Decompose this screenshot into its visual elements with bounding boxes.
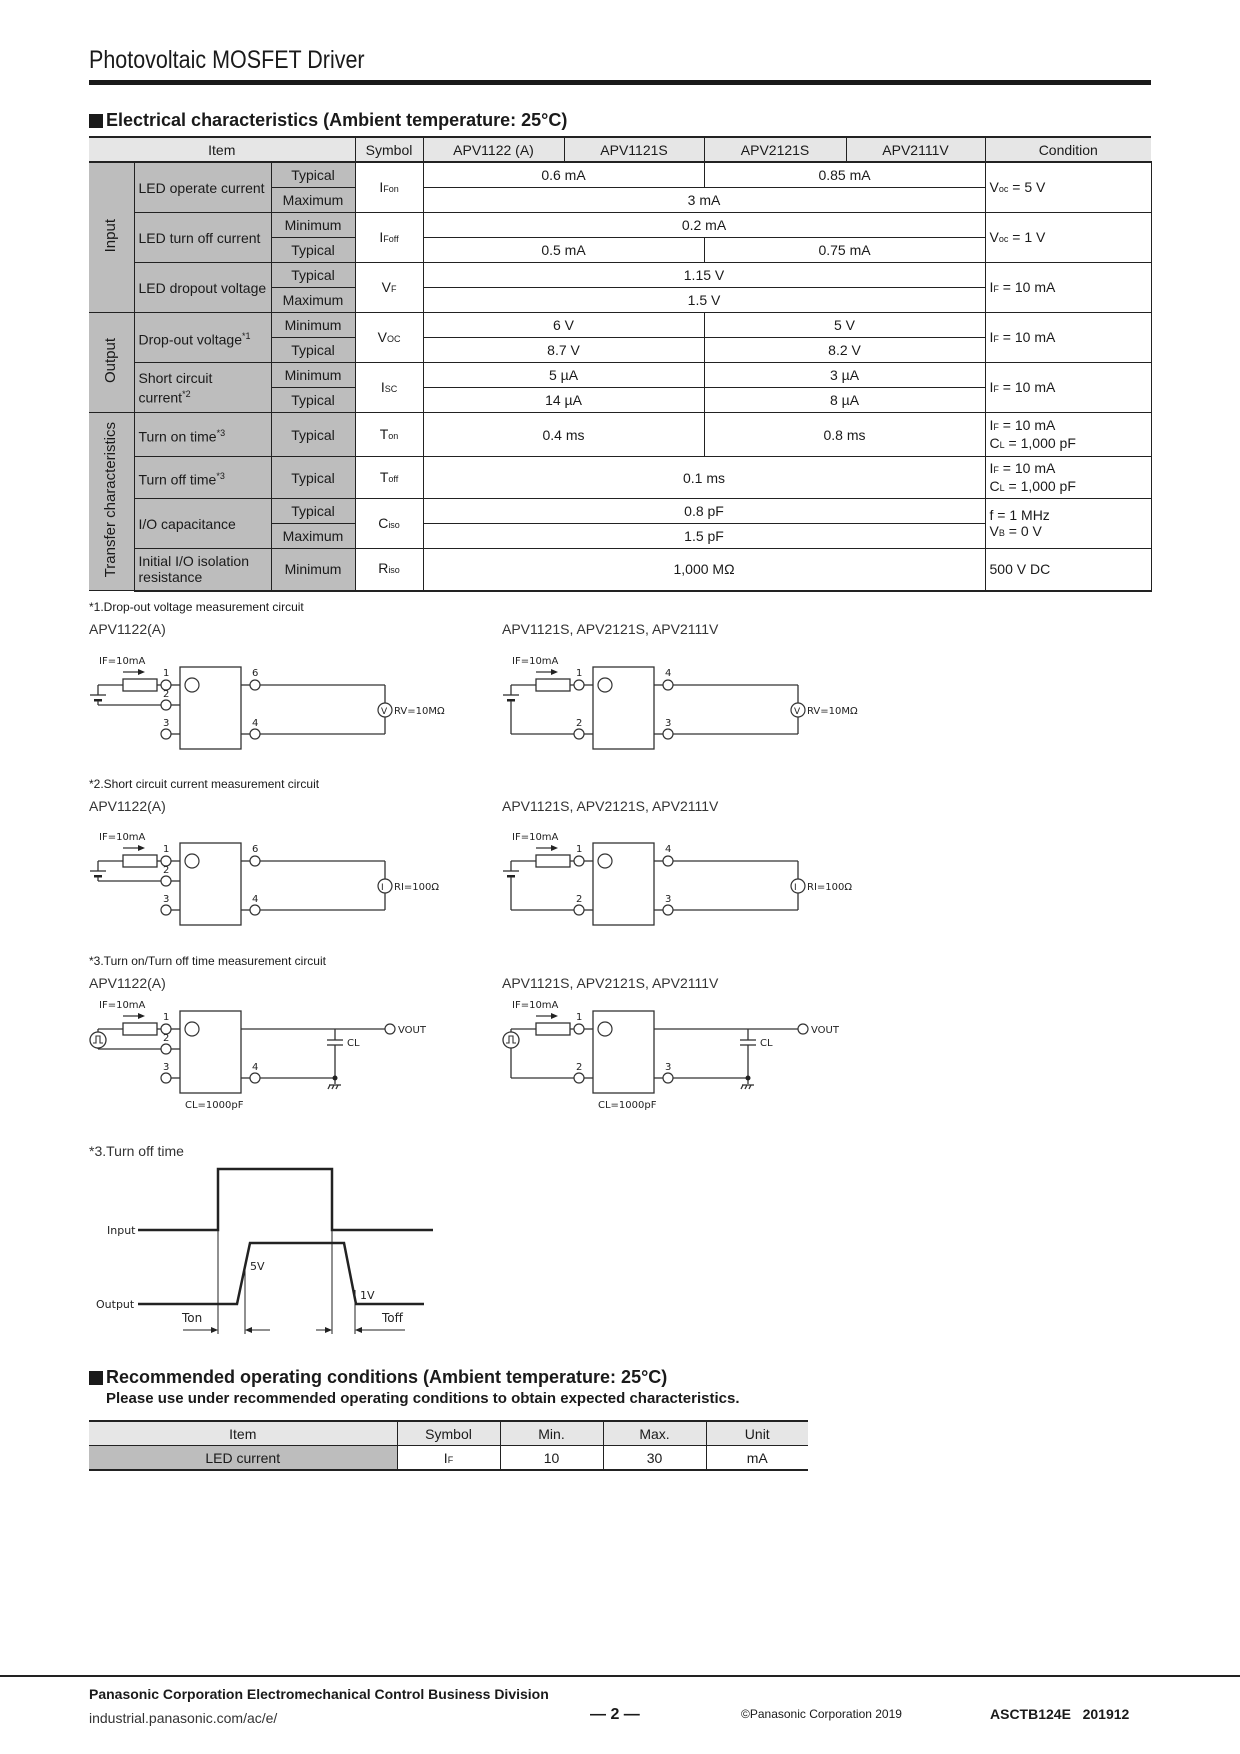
condition	[985, 162, 1151, 213]
symbol	[355, 162, 423, 213]
circuit1-title: *1.Drop-out voltage measurement circuit	[89, 600, 304, 614]
symbol-sub: F	[447, 1454, 454, 1465]
header-unit: Unit	[706, 1421, 808, 1446]
on-voltage-label: 5V	[250, 1260, 265, 1273]
cond-main: I	[989, 459, 994, 476]
terminal-pin	[574, 856, 584, 866]
symbol-sub: iso	[388, 565, 400, 576]
level: Maximum	[271, 188, 355, 213]
header-apv1121s: APV1121S	[564, 137, 704, 162]
symbol-sub: iso	[388, 519, 400, 530]
pin-number: 2	[163, 689, 170, 700]
value: 0.1 ms	[423, 457, 985, 499]
circuit2-left-label: APV1122(A)	[89, 798, 166, 814]
meter-label: RV=10MΩ	[394, 706, 445, 717]
cond-sub: L	[999, 482, 1005, 493]
value: 1.5 V	[423, 288, 985, 313]
pin-number: 3	[163, 1062, 170, 1073]
circuit3-left-label: APV1122(A)	[89, 975, 166, 991]
ammeter-glyph-icon: I	[794, 883, 797, 893]
item-text: Drop-out voltage	[138, 331, 243, 348]
symbol	[355, 549, 423, 591]
symbol-sub: off	[388, 473, 399, 484]
symbol	[355, 457, 423, 499]
terminal-pin	[574, 1024, 584, 1034]
condition	[985, 413, 1151, 457]
symbol	[355, 213, 423, 263]
circuit2-title: *2.Short circuit current measurement circuit	[89, 777, 320, 791]
arrowhead-icon	[355, 1327, 362, 1333]
symbol-sub: OC	[386, 333, 401, 344]
arrowhead-icon	[551, 1013, 558, 1019]
level: Maximum	[271, 288, 355, 313]
header-min: Min.	[500, 1421, 603, 1446]
level: Typical	[271, 457, 355, 499]
arrowhead-icon	[551, 669, 558, 675]
cond-sub: L	[999, 439, 1005, 450]
junction-dot	[746, 1076, 751, 1081]
value: 0.4 ms	[423, 413, 704, 457]
header-max: Max.	[603, 1421, 706, 1446]
pin-number: 3	[163, 894, 170, 905]
title-rule	[89, 80, 1151, 85]
terminal-pin	[250, 905, 260, 915]
footer-rule	[0, 1675, 1240, 1677]
symbol-main: V	[381, 278, 391, 295]
item-text: Turn off time	[138, 471, 217, 488]
cond-sub: F	[993, 283, 999, 294]
terminal-pin	[574, 680, 584, 690]
terminal-pin	[250, 856, 260, 866]
terminal-pin	[250, 680, 260, 690]
table-row	[89, 263, 1151, 288]
pin-number: 4	[665, 668, 672, 679]
item-led-turn-off-current: LED turn off current	[134, 213, 271, 263]
symbol	[355, 499, 423, 549]
resistor	[536, 679, 570, 691]
terminal-pin	[250, 1073, 260, 1083]
circuit3-right-label: APV1121S, APV2121S, APV2111V	[502, 975, 719, 991]
document-code: ASCTB124E 201912	[990, 1706, 1130, 1722]
level: Minimum	[271, 549, 355, 591]
item-text: Turn on time	[138, 428, 217, 445]
value: 1.15 V	[423, 263, 985, 288]
circuit2-apv1122a-diagram	[89, 826, 509, 951]
pin-number: 1	[163, 668, 170, 679]
document-title: Photovoltaic MOSFET Driver	[89, 46, 365, 74]
symbol	[355, 413, 423, 457]
terminal-pin	[574, 905, 584, 915]
cond-sub: F	[993, 421, 999, 432]
cond-main: V	[989, 228, 999, 245]
junction-dot	[333, 1076, 338, 1081]
cap-label: CL	[760, 1038, 773, 1049]
symbol-sub: Foff	[383, 233, 399, 244]
meter-label: RV=10MΩ	[807, 706, 858, 717]
terminal-pin	[250, 729, 260, 739]
ic-package	[180, 1011, 241, 1093]
value: 5 µA	[423, 363, 704, 388]
value: 6 V	[423, 313, 704, 338]
item-text: Short circuit current	[138, 369, 213, 406]
arrowhead-icon	[325, 1327, 332, 1333]
voltmeter-glyph-icon: V	[794, 707, 801, 717]
level: Minimum	[271, 363, 355, 388]
level: Maximum	[271, 524, 355, 549]
recommended-conditions-table	[89, 1420, 808, 1471]
pin-number: 1	[163, 1012, 170, 1023]
circuit3-apv1121s-diagram	[502, 994, 922, 1124]
vout-label: VOUT	[811, 1025, 839, 1036]
symbol-main: I	[443, 1449, 448, 1466]
pin-number: 6	[252, 668, 259, 679]
group-transfer	[89, 413, 134, 591]
footnote-ref: *1	[242, 330, 251, 341]
value: 0.85 mA	[704, 162, 985, 188]
pin-number: 3	[163, 718, 170, 729]
item-led-current: LED current	[89, 1446, 397, 1471]
value: 0.8 ms	[704, 413, 985, 457]
section-title: Electrical characteristics (Ambient temperature: 25°C)	[106, 110, 568, 130]
condition	[985, 213, 1151, 263]
arrowhead-icon	[138, 1013, 145, 1019]
level: Minimum	[271, 213, 355, 238]
circuit1-left-label: APV1122(A)	[89, 621, 166, 637]
arrowhead-icon	[138, 845, 145, 851]
cond-rest: = 10 mA	[998, 378, 1056, 395]
condition	[985, 499, 1151, 549]
arrowhead-icon	[138, 669, 145, 675]
symbol	[355, 263, 423, 313]
value: 0.8 pF	[423, 499, 985, 524]
item-io-capacitance: I/O capacitance	[134, 499, 271, 549]
level: Typical	[271, 238, 355, 263]
terminal-pin	[161, 700, 171, 710]
terminal-pin	[663, 856, 673, 866]
ton-label: Ton	[182, 1311, 203, 1325]
table-row	[89, 413, 1151, 457]
cond-main: I	[989, 278, 994, 295]
cond-rest: = 1,000 pF	[1004, 477, 1076, 494]
unit: mA	[706, 1446, 808, 1471]
ic-package	[180, 667, 241, 749]
pulse-source-icon	[503, 1032, 519, 1048]
value: 5 V	[704, 313, 985, 338]
electrical-characteristics-heading	[89, 110, 567, 131]
pulse-source-icon	[90, 1032, 106, 1048]
resistor	[536, 855, 570, 867]
pin-number: 4	[665, 844, 672, 855]
value: 1,000 MΩ	[423, 549, 985, 591]
output-waveform	[138, 1243, 424, 1304]
ground-icon	[328, 1085, 330, 1089]
value: 3 µA	[704, 363, 985, 388]
pin-number: 4	[252, 718, 259, 729]
symbol-main: C	[378, 514, 389, 531]
item-led-dropout-voltage: LED dropout voltage	[134, 263, 271, 313]
ic-package	[180, 843, 241, 925]
ground-icon	[741, 1085, 743, 1089]
circuit3-title: *3.Turn on/Turn off time measurement circuit	[89, 954, 326, 968]
pin-number: 2	[163, 1033, 170, 1044]
footer-company: Panasonic Corporation Electromechanical Control Business Division	[89, 1686, 549, 1702]
footnote-ref: *2	[182, 388, 191, 399]
symbol	[397, 1446, 500, 1471]
cond-main: C	[989, 477, 1000, 494]
if-label: IF=10mA	[99, 1000, 146, 1011]
cap-label: CL	[347, 1038, 360, 1049]
cond-main: I	[989, 328, 994, 345]
symbol-sub: SC	[384, 383, 398, 394]
cond-rest: = 10 mA	[998, 278, 1056, 295]
vout-terminal	[385, 1024, 395, 1034]
header-condition: Condition	[985, 137, 1151, 162]
heading-square-icon	[89, 114, 103, 128]
table-row	[89, 162, 1151, 188]
terminal-pin	[161, 1044, 171, 1054]
cond-sub: F	[993, 464, 999, 475]
input-label: Input	[107, 1224, 136, 1237]
table-row	[89, 313, 1151, 338]
terminal-pin	[161, 1073, 171, 1083]
ammeter-glyph-icon: I	[381, 883, 384, 893]
item-isolation-resistance: Initial I/O isolation resistance	[134, 549, 271, 591]
pin-number: 3	[665, 718, 672, 729]
group-output	[89, 313, 134, 413]
off-voltage-label: 1V	[360, 1289, 375, 1302]
level: Minimum	[271, 313, 355, 338]
circuit3-apv1122a-diagram	[89, 994, 509, 1124]
value: 8.2 V	[704, 338, 985, 363]
table-row	[89, 213, 1151, 238]
pin-number: 2	[576, 1062, 583, 1073]
symbol-main: V	[377, 328, 387, 345]
pin-number: 1	[163, 844, 170, 855]
condition	[985, 363, 1151, 413]
value: 0.75 mA	[704, 238, 985, 263]
heading-square-icon	[89, 1371, 103, 1385]
condition	[985, 313, 1151, 363]
if-label: IF=10mA	[99, 656, 146, 667]
group-label: Input	[102, 219, 120, 253]
pin-number: 1	[576, 668, 583, 679]
terminal-pin	[574, 729, 584, 739]
resistor	[123, 679, 157, 691]
ic-package	[593, 843, 654, 925]
output-label: Output	[96, 1298, 135, 1311]
item-turn-on-time	[134, 413, 271, 457]
level: Typical	[271, 413, 355, 457]
symbol-sub: on	[388, 430, 399, 441]
input-waveform	[138, 1169, 433, 1230]
condition: 500 V DC	[985, 549, 1151, 591]
symbol-sub: Fon	[383, 183, 399, 194]
value: 3 mA	[423, 188, 985, 213]
cond-main: I	[989, 416, 994, 433]
group-label: Output	[102, 338, 120, 384]
value: 1.5 pF	[423, 524, 985, 549]
page-number: — 2 —	[590, 1706, 640, 1723]
group-input	[89, 162, 134, 313]
symbol-main: R	[378, 560, 389, 577]
arrowhead-icon	[551, 845, 558, 851]
pin-number: 1	[576, 844, 583, 855]
value: 0.5 mA	[423, 238, 704, 263]
if-label: IF=10mA	[512, 1000, 559, 1011]
table-row	[89, 363, 1151, 388]
level: Typical	[271, 338, 355, 363]
condition	[985, 263, 1151, 313]
terminal-pin	[663, 729, 673, 739]
cond-rest: = 1 V	[1008, 228, 1046, 245]
symbol	[355, 363, 423, 413]
terminal-pin	[663, 905, 673, 915]
meter-label: RI=100Ω	[394, 882, 440, 893]
circuit1-right-label: APV1121S, APV2121S, APV2111V	[502, 621, 719, 637]
terminal-pin	[161, 905, 171, 915]
cond-rest: = 1,000 pF	[1004, 434, 1076, 451]
ic-package	[593, 667, 654, 749]
table-row	[89, 1446, 808, 1471]
symbol-main: T	[379, 468, 389, 485]
header-item: Item	[89, 1421, 397, 1446]
electrical-characteristics-table	[89, 136, 1152, 592]
level: Typical	[271, 162, 355, 188]
footnote-ref: *3	[216, 470, 225, 481]
circuit2-apv1121s-diagram	[502, 826, 922, 951]
pin-number: 3	[665, 1062, 672, 1073]
symbol-main: I	[379, 228, 384, 245]
terminal-pin	[663, 680, 673, 690]
max-value: 30	[603, 1446, 706, 1471]
pin-number: 2	[163, 865, 170, 876]
pin-number: 1	[576, 1012, 583, 1023]
header-apv1122a: APV1122 (A)	[423, 137, 564, 162]
header-row	[89, 1421, 808, 1446]
header-symbol: Symbol	[397, 1421, 500, 1446]
cond-main: C	[989, 434, 1000, 451]
cap-value-label: CL=1000pF	[185, 1100, 244, 1111]
item-led-operate-current: LED operate current	[134, 162, 271, 213]
resistor	[536, 1023, 570, 1035]
item-short-circuit-current	[134, 363, 271, 413]
value: 0.2 mA	[423, 213, 985, 238]
cond-sub: F	[993, 333, 999, 344]
header-apv2111v: APV2111V	[846, 137, 985, 162]
level: Typical	[271, 499, 355, 524]
ic-package	[593, 1011, 654, 1093]
value: 8 µA	[704, 388, 985, 413]
recommended-conditions-note: Please use under recommended operating conditions to obtain expected characteristics.	[106, 1390, 740, 1407]
meter-label: RI=100Ω	[807, 882, 853, 893]
terminal-pin	[161, 876, 171, 886]
pin-number: 3	[665, 894, 672, 905]
header-row	[89, 137, 1151, 162]
circuit2-right-label: APV1121S, APV2121S, APV2111V	[502, 798, 719, 814]
if-label: IF=10mA	[512, 656, 559, 667]
cond-sub: oc	[998, 233, 1009, 244]
symbol-main: T	[379, 425, 389, 442]
cond-sub: F	[993, 383, 999, 394]
vout-label: VOUT	[398, 1025, 426, 1036]
toff-label: Toff	[382, 1311, 403, 1325]
symbol-main: I	[380, 378, 385, 395]
cond-rest: = 10 mA	[998, 328, 1056, 345]
terminal-pin	[574, 1073, 584, 1083]
table-row	[89, 499, 1151, 524]
item-turn-off-time	[134, 457, 271, 499]
if-label: IF=10mA	[512, 832, 559, 843]
pin-number: 6	[252, 844, 259, 855]
table-row	[89, 457, 1151, 499]
footer-copyright: ©Panasonic Corporation 2019	[741, 1707, 902, 1721]
cond-main: I	[989, 378, 994, 395]
symbol	[355, 313, 423, 363]
arrowhead-icon	[211, 1327, 218, 1333]
pin-number: 2	[576, 894, 583, 905]
min-value: 10	[500, 1446, 603, 1471]
group-label: Transfer characteristics	[102, 422, 120, 578]
terminal-pin	[663, 1073, 673, 1083]
cond-main: V	[989, 178, 999, 195]
if-label: IF=10mA	[99, 832, 146, 843]
header-symbol: Symbol	[355, 137, 423, 162]
item-drop-out-voltage	[134, 313, 271, 363]
pin-number: 2	[576, 718, 583, 729]
table-row	[89, 549, 1151, 591]
cond-rest: = 0 V	[1004, 522, 1042, 539]
pin-number: 4	[252, 894, 259, 905]
footer-url[interactable]: industrial.panasonic.com/ac/e/	[89, 1710, 278, 1726]
header-apv2121s: APV2121S	[704, 137, 846, 162]
footnote-ref: *3	[216, 427, 226, 438]
arrowhead-icon	[245, 1327, 252, 1333]
level: Typical	[271, 388, 355, 413]
cond-rest: = 1 MHz	[993, 506, 1050, 523]
cap-value-label: CL=1000pF	[598, 1100, 657, 1111]
value: 8.7 V	[423, 338, 704, 363]
header-item: Item	[89, 137, 355, 162]
timing-title: *3.Turn off time	[89, 1143, 184, 1159]
recommended-conditions-heading	[89, 1367, 667, 1388]
circuit1-apv1121s-diagram	[502, 650, 922, 775]
vout-terminal	[798, 1024, 808, 1034]
cond-rest: = 5 V	[1008, 178, 1046, 195]
condition	[985, 457, 1151, 499]
cond-rest: = 10 mA	[998, 416, 1056, 433]
cond-sub: B	[998, 527, 1005, 538]
value: 0.6 mA	[423, 162, 704, 188]
terminal-pin	[161, 729, 171, 739]
voltmeter-glyph-icon: V	[381, 707, 388, 717]
circuit1-apv1122a-diagram	[89, 650, 509, 775]
cond-main: V	[989, 522, 999, 539]
cond-rest: = 10 mA	[998, 459, 1056, 476]
section-title: Recommended operating conditions (Ambient temperature: 25°C)	[106, 1367, 668, 1387]
cond-main: f	[989, 506, 994, 523]
resistor	[123, 1023, 157, 1035]
pin-number: 4	[252, 1062, 259, 1073]
turn-off-time-diagram	[0, 1160, 460, 1340]
level: Typical	[271, 263, 355, 288]
symbol-sub: F	[390, 283, 397, 294]
resistor	[123, 855, 157, 867]
symbol-main: I	[379, 178, 384, 195]
cond-sub: oc	[998, 183, 1009, 194]
value: 14 µA	[423, 388, 704, 413]
